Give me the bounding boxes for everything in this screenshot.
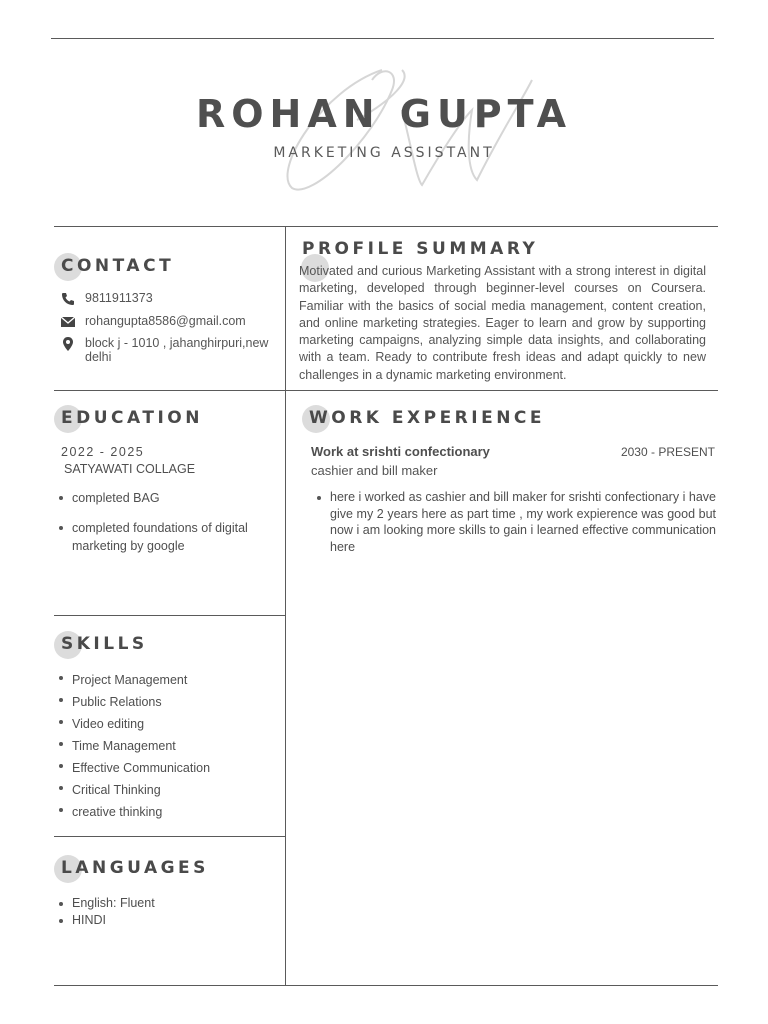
profile-summary-text: Motivated and curious Marketing Assistant with a strong interest in digital marketing, developed through beginner-level courses on Coursera. Familiar with the basics of social media management, content creation, and online marketing strategies. Eager to learn and grow by supporting marketing campaigns, analyzing simple data insights, and collaborating with a team. Ready to contribute fresh ideas and adapt quickly to new challenges in a dynamic marketing environment. bbox=[299, 264, 706, 382]
header-divider bbox=[54, 226, 718, 227]
skills-divider bbox=[54, 836, 285, 837]
list-item: Video editing bbox=[56, 713, 276, 735]
column-divider bbox=[285, 226, 286, 985]
phone-icon bbox=[60, 291, 76, 307]
list-item: Time Management bbox=[56, 735, 276, 757]
contact-divider bbox=[54, 390, 718, 391]
work-description-list bbox=[314, 489, 716, 555]
skills-list bbox=[56, 669, 276, 823]
list-item: Effective Communication bbox=[56, 757, 276, 779]
phone-number: 9811911373 bbox=[85, 291, 153, 305]
job-title: MARKETING ASSISTANT bbox=[273, 145, 495, 161]
list-item: completed BAG bbox=[56, 489, 271, 507]
candidate-name: ROHAN GUPTA bbox=[195, 92, 573, 136]
postal-address: block j - 1010 , jahanghirpuri,new delhi bbox=[85, 336, 269, 364]
list-item: English: Fluent bbox=[56, 895, 276, 912]
languages-list bbox=[56, 895, 276, 929]
list-item: Public Relations bbox=[56, 691, 276, 713]
work-role: cashier and bill maker bbox=[311, 463, 438, 478]
education-list bbox=[56, 489, 271, 555]
education-years: 2022 - 2025 bbox=[61, 445, 145, 459]
education-school: SATYAWATI COLLAGE bbox=[64, 462, 196, 476]
work-title: Work at srishti confectionary bbox=[311, 444, 490, 459]
list-item: Critical Thinking bbox=[56, 779, 276, 801]
contact-email bbox=[60, 314, 280, 330]
contact-phone bbox=[60, 291, 280, 307]
work-date: 2030 - PRESENT bbox=[620, 445, 715, 459]
list-item: completed foundations of digital marketing by google bbox=[56, 519, 271, 555]
education-divider bbox=[54, 615, 285, 616]
list-item: creative thinking bbox=[56, 801, 276, 823]
envelope-icon bbox=[60, 314, 76, 330]
bottom-rule bbox=[54, 985, 718, 986]
list-item: here i worked as cashier and bill maker for srishti confectionary i have give my 2 years here as part time , my work expierence was good but now i am looking more skills to gain i learned effective communication here bbox=[314, 489, 716, 555]
list-item: Project Management bbox=[56, 669, 276, 691]
list-item: HINDI bbox=[56, 912, 276, 929]
contact-address bbox=[60, 336, 280, 364]
email-address: rohangupta8586@gmail.com bbox=[85, 314, 246, 328]
location-pin-icon bbox=[60, 336, 76, 352]
top-rule bbox=[51, 38, 714, 39]
